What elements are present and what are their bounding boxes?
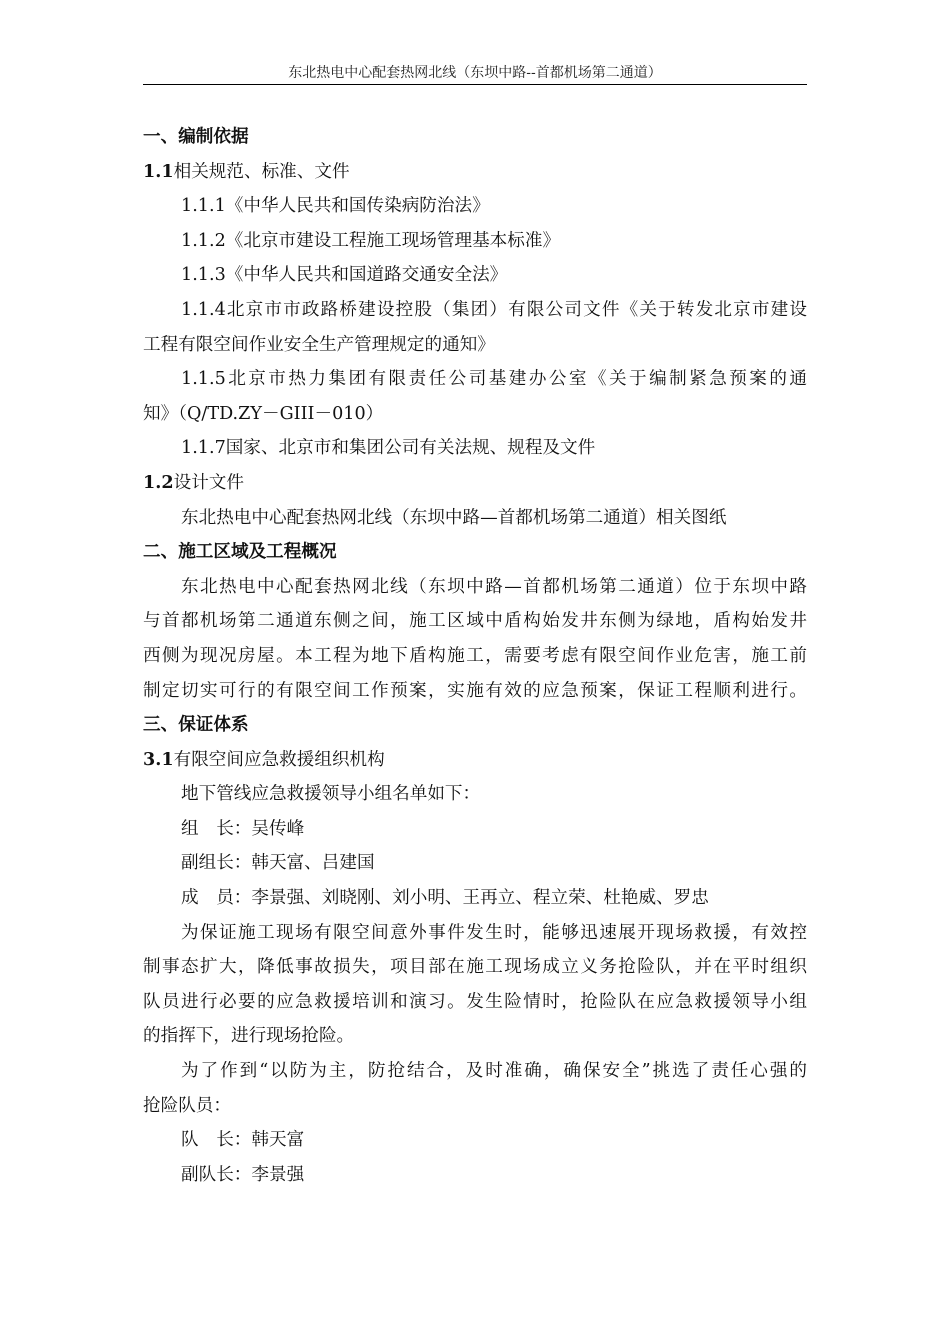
team-intro: 地下管线应急救援领导小组名单如下： [181, 784, 481, 805]
rescue-para-line-1: 为保证施工现场有限空间意外事件发生时，能够迅速展开现场救援，有效控 [181, 922, 807, 943]
subsection-title: 有限空间应急救援组织机构 [173, 749, 385, 770]
section-1-heading: 一、编制依据 [143, 126, 249, 147]
reference-item-1-1-2: 1.1.2《北京市建设工程施工现场管理基本标准》 [181, 230, 561, 251]
subsection-title: 相关规范、标准、文件 [173, 161, 350, 182]
subsection-number: 1.1 [143, 160, 174, 182]
reference-item-1-1-7: 1.1.7国家、北京市和集团公司有关法规、规程及文件 [181, 438, 596, 459]
running-header: 东北热电中心配套热网北线（东坝中路--首都机场第二通道） [288, 65, 662, 81]
squad-para-line-1: 为了作到“以防为主，防抢结合，及时准确，确保安全”挑选了责任心强的 [181, 1061, 807, 1082]
subsection-number: 3.1 [143, 748, 174, 770]
design-files-text: 东北热电中心配套热网北线（东坝中路—首都机场第二通道）相关图纸 [181, 507, 727, 528]
squad-vice-captain: 副队长：李景强 [181, 1164, 305, 1185]
squad-para-line-2: 抢险队员： [143, 1095, 231, 1116]
reference-item-1-1-4-line2: 工程有限空间作业安全生产管理规定的通知》 [143, 334, 495, 355]
rescue-para-line-2: 制事态扩大，降低事故损失，项目部在施工现场成立义务抢险队，并在平时组织 [143, 957, 807, 978]
reference-item-1-1-1: 1.1.1《中华人民共和国传染病防治法》 [181, 196, 490, 217]
subsection-title: 设计文件 [173, 472, 244, 493]
rescue-para-line-3: 队员进行必要的应急救援培训和演习。发生险情时，抢险队在应急救援领导小组 [143, 991, 807, 1012]
subsection-1-1-heading [143, 155, 807, 190]
squad-captain: 队 长：韩天富 [181, 1130, 305, 1151]
rescue-para-line-4: 的指挥下，进行现场抢险。 [143, 1026, 355, 1047]
overview-line-2: 与首都机场第二通道东侧之间，施工区域中盾构始发井东侧为绿地，盾构始发井 [143, 611, 807, 632]
overview-line-3: 西侧为现况房屋。本工程为地下盾构施工，需要考虑有限空间作业危害，施工前 [143, 645, 807, 666]
team-deputy: 副组长：韩天富、吕建国 [181, 853, 375, 874]
overview-line-4: 制定切实可行的有限空间工作预案，实施有效的应急预案，保证工程顺利进行。 [143, 680, 807, 701]
team-members: 成 员：李景强、刘晓刚、刘小明、王再立、程立荣、杜艳威、罗忠 [181, 888, 709, 909]
section-2-heading: 二、施工区域及工程概况 [143, 541, 337, 563]
reference-item-1-1-4-line1: 1.1.4北京市市政路桥建设控股（集团）有限公司文件《关于转发北京市建设 [181, 299, 807, 320]
reference-item-1-1-5-line2: 知》（Q/TD.ZY－GIII－010） [143, 403, 384, 424]
team-leader: 组 长：吴传峰 [181, 818, 305, 839]
overview-line-1: 东北热电中心配套热网北线（东坝中路—首都机场第二通道）位于东坝中路 [181, 576, 807, 597]
reference-item-1-1-3: 1.1.3《中华人民共和国道路交通安全法》 [181, 265, 508, 286]
section-3-heading: 三、保证体系 [143, 714, 249, 736]
subsection-1-2-heading [143, 466, 807, 501]
header-rule [143, 84, 807, 85]
subsection-number: 1.2 [143, 471, 174, 493]
document-body [143, 120, 807, 1192]
subsection-3-1-heading [143, 743, 807, 778]
reference-item-1-1-5-line1: 1.1.5北京市热力集团有限责任公司基建办公室《关于编制紧急预案的通 [181, 369, 807, 390]
